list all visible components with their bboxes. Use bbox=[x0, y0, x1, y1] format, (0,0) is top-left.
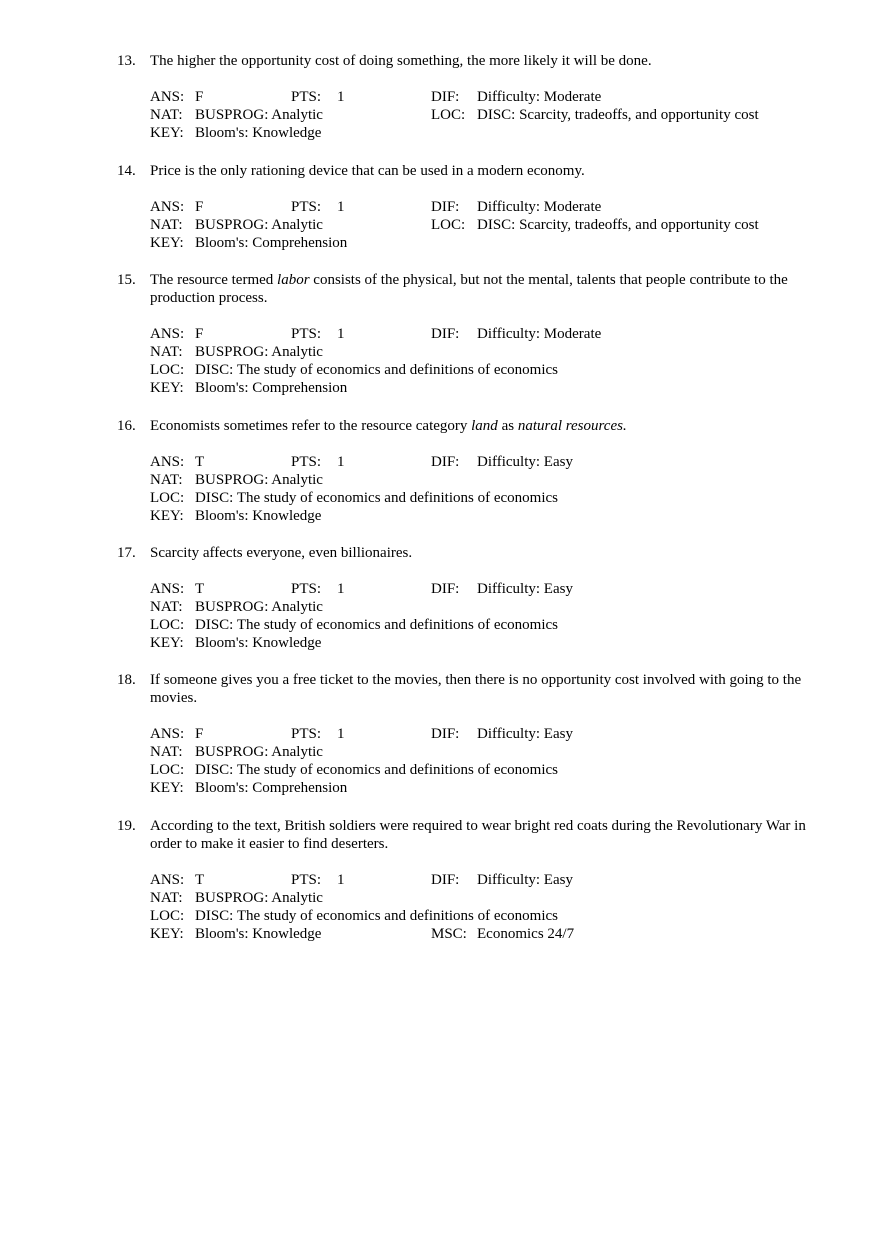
answer-row: ANS: T PTS: 1 DIF: Difficulty: Easy bbox=[150, 872, 573, 888]
question-15 bbox=[117, 271, 807, 397]
answer-value: F bbox=[195, 326, 204, 342]
answer-value: F bbox=[195, 199, 204, 215]
question-number: 14. bbox=[117, 163, 136, 179]
difficulty-value: Difficulty: Moderate bbox=[477, 326, 602, 342]
loc-row: LOC: DISC: The study of economics and definitions of economics bbox=[150, 362, 558, 378]
key-value: Bloom's: Knowledge bbox=[195, 508, 322, 524]
points-value: 1 bbox=[337, 326, 345, 342]
loc-row: LOC: DISC: The study of economics and definitions of economics bbox=[150, 617, 558, 633]
key-row: KEY: Bloom's: Knowledge bbox=[150, 508, 322, 524]
key-msc-row: KEY: Bloom's: Knowledge MSC: Economics 24/7 bbox=[150, 926, 575, 942]
answer-row: ANS: F PTS: 1 DIF: Difficulty: Easy bbox=[150, 726, 573, 742]
question-number: 13. bbox=[117, 53, 136, 69]
key-value: Bloom's: Comprehension bbox=[195, 235, 348, 251]
question-text: 14. Price is the only rationing device that can be used in a modern economy. bbox=[117, 163, 585, 179]
answer-row: ANS: F PTS: 1 DIF: Difficulty: Moderate bbox=[150, 326, 602, 342]
key-value: Bloom's: Comprehension bbox=[195, 380, 348, 396]
nat-value: BUSPROG: Analytic bbox=[195, 890, 323, 906]
answer-value: T bbox=[195, 872, 205, 888]
question-13 bbox=[117, 52, 807, 142]
answer-row: ANS: T PTS: 1 DIF: Difficulty: Easy bbox=[150, 454, 573, 470]
key-value: Bloom's: Knowledge bbox=[195, 926, 322, 942]
loc-row: LOC: DISC: The study of economics and definitions of economics bbox=[150, 490, 558, 506]
question-number: 16. bbox=[117, 418, 136, 434]
points-value: 1 bbox=[337, 726, 345, 742]
difficulty-value: Difficulty: Easy bbox=[477, 726, 573, 742]
difficulty-value: Difficulty: Easy bbox=[477, 454, 573, 470]
key-value: Bloom's: Comprehension bbox=[195, 780, 348, 796]
difficulty-value: Difficulty: Moderate bbox=[477, 199, 602, 215]
key-row: KEY: Bloom's: Knowledge bbox=[150, 125, 322, 141]
nat-value: BUSPROG: Analytic bbox=[195, 599, 323, 615]
key-value: Bloom's: Knowledge bbox=[195, 125, 322, 141]
answer-value: T bbox=[195, 454, 205, 470]
nat-row: NAT: BUSPROG: Analytic bbox=[150, 599, 323, 615]
nat-value: BUSPROG: Analytic bbox=[195, 217, 323, 233]
answer-row: ANS: F PTS: 1 DIF: Difficulty: Moderate bbox=[150, 199, 602, 215]
loc-value: DISC: Scarcity, tradeoffs, and opportunity cost bbox=[477, 107, 759, 123]
loc-value: DISC: Scarcity, tradeoffs, and opportunity cost bbox=[477, 217, 759, 233]
nat-loc-row: NAT: BUSPROG: Analytic LOC: DISC: Scarcity, tradeoffs, and opportunity cost bbox=[150, 217, 759, 233]
loc-value: DISC: The study of economics and definitions of economics bbox=[195, 490, 558, 506]
nat-row: NAT: BUSPROG: Analytic bbox=[150, 744, 323, 760]
question-number: 17. bbox=[117, 545, 136, 561]
question-text: 17. Scarcity affects everyone, even billionaires. bbox=[117, 545, 413, 561]
nat-loc-row: NAT: BUSPROG: Analytic LOC: DISC: Scarcity, tradeoffs, and opportunity cost bbox=[150, 107, 759, 123]
question-text: 19. According to the text, British soldiers were required to wear bright red coats during the Revolutionary War in order to make it easier to find deserters. bbox=[117, 818, 806, 852]
question-text: 16. Economists sometimes refer to the resource category land as natural resources. bbox=[117, 418, 627, 434]
answer-row: ANS: F PTS: 1 DIF: Difficulty: Moderate bbox=[150, 89, 602, 105]
nat-value: BUSPROG: Analytic bbox=[195, 472, 323, 488]
points-value: 1 bbox=[337, 581, 345, 597]
nat-value: BUSPROG: Analytic bbox=[195, 344, 323, 360]
question-number: 19. bbox=[117, 818, 136, 834]
points-value: 1 bbox=[337, 199, 345, 215]
question-19 bbox=[117, 817, 807, 943]
loc-value: DISC: The study of economics and definitions of economics bbox=[195, 908, 558, 924]
loc-row: LOC: DISC: The study of economics and definitions of economics bbox=[150, 762, 558, 778]
question-14 bbox=[117, 162, 807, 252]
answer-value: F bbox=[195, 89, 204, 105]
key-row: KEY: Bloom's: Comprehension bbox=[150, 235, 348, 251]
question-text: 18. If someone gives you a free ticket to the movies, then there is no opportunity cost involved with going to the movies. bbox=[117, 672, 802, 706]
loc-value: DISC: The study of economics and definitions of economics bbox=[195, 617, 558, 633]
loc-row: LOC: DISC: The study of economics and definitions of economics bbox=[150, 908, 558, 924]
difficulty-value: Difficulty: Easy bbox=[477, 872, 573, 888]
points-value: 1 bbox=[337, 89, 345, 105]
answer-value: T bbox=[195, 581, 205, 597]
key-row: KEY: Bloom's: Comprehension bbox=[150, 380, 348, 396]
difficulty-value: Difficulty: Moderate bbox=[477, 89, 602, 105]
nat-row: NAT: BUSPROG: Analytic bbox=[150, 344, 323, 360]
msc-value: Economics 24/7 bbox=[477, 926, 575, 942]
key-row: KEY: Bloom's: Knowledge bbox=[150, 635, 322, 651]
loc-value: DISC: The study of economics and definitions of economics bbox=[195, 762, 558, 778]
answer-row: ANS: T PTS: 1 DIF: Difficulty: Easy bbox=[150, 581, 573, 597]
points-value: 1 bbox=[337, 454, 345, 470]
question-17 bbox=[117, 544, 807, 652]
nat-value: BUSPROG: Analytic bbox=[195, 107, 323, 123]
question-text: 15. The resource termed labor consists of the physical, but not the mental, talents that people contribute to the production process. bbox=[117, 272, 788, 306]
nat-row: NAT: BUSPROG: Analytic bbox=[150, 472, 323, 488]
loc-value: DISC: The study of economics and definitions of economics bbox=[195, 362, 558, 378]
question-number: 15. bbox=[117, 272, 136, 288]
difficulty-value: Difficulty: Easy bbox=[477, 581, 573, 597]
key-row: KEY: Bloom's: Comprehension bbox=[150, 780, 348, 796]
nat-value: BUSPROG: Analytic bbox=[195, 744, 323, 760]
points-value: 1 bbox=[337, 872, 345, 888]
key-value: Bloom's: Knowledge bbox=[195, 635, 322, 651]
answer-value: F bbox=[195, 726, 204, 742]
nat-row: NAT: BUSPROG: Analytic bbox=[150, 890, 323, 906]
question-number: 18. bbox=[117, 672, 136, 688]
question-18 bbox=[117, 671, 807, 797]
question-16 bbox=[117, 417, 807, 525]
question-text: 13. The higher the opportunity cost of doing something, the more likely it will be done. bbox=[117, 53, 652, 69]
